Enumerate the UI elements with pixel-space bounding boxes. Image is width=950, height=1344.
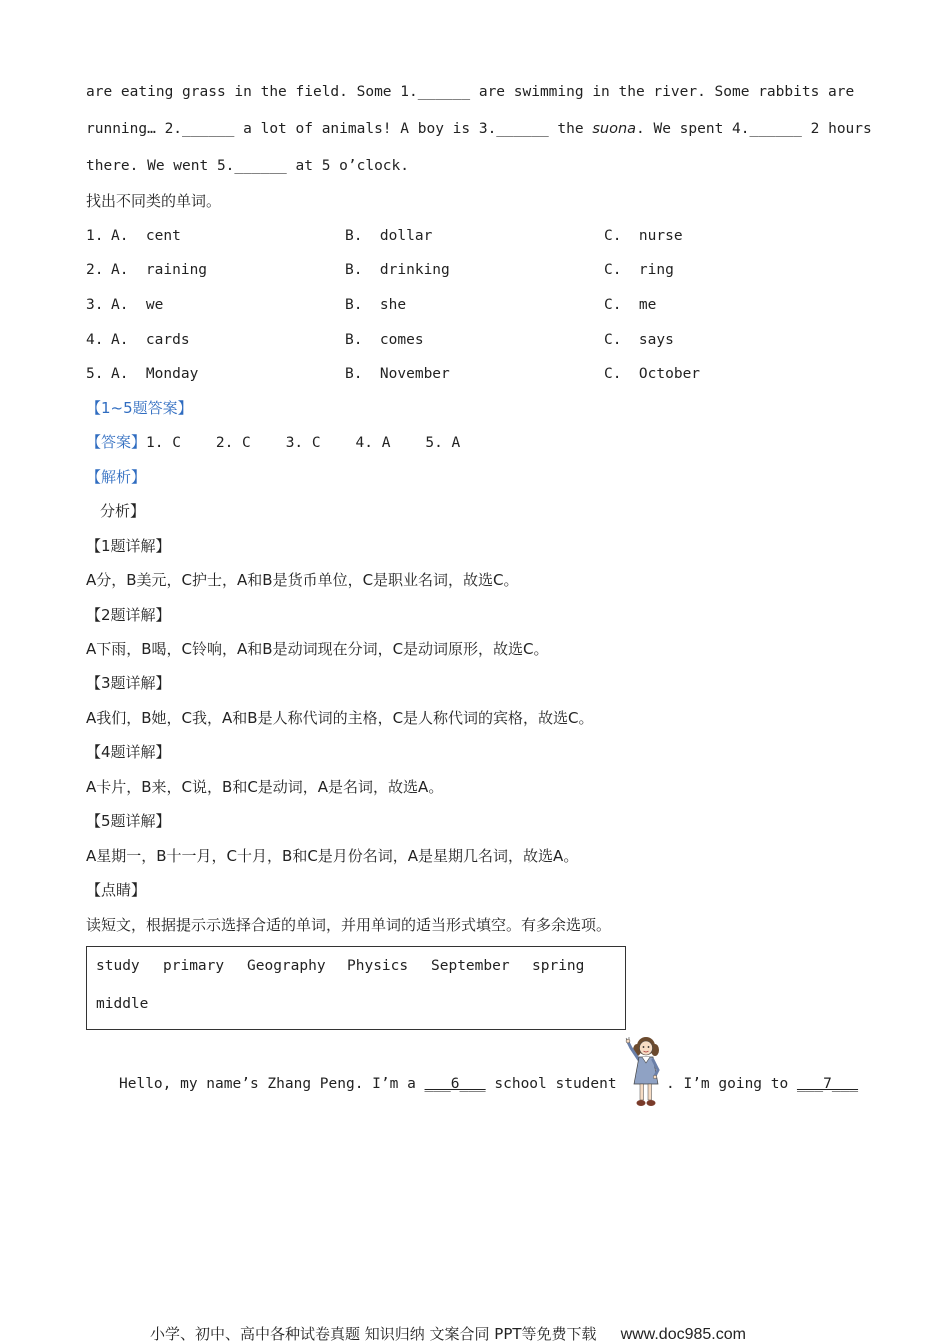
word-option: September: [431, 958, 510, 974]
blank-7: ___7___: [796, 1076, 859, 1092]
answer-values: 1. C 2. C 3. C 4. A 5. A: [146, 435, 461, 451]
answer-line: [86, 432, 460, 453]
detail-1-text: A分，B美元，C护士，A和B是货币单位，C是职业名词，故选C。: [86, 571, 519, 589]
option-c: C. ring: [604, 262, 674, 278]
girl-figure-icon: [622, 1034, 666, 1110]
passage-line-2: [86, 119, 872, 139]
section-2-instruction: 读短文，根据提示示选择合适的单词，并用单词的适当形式填空。有多余选项。: [86, 916, 612, 934]
detail-5-title: 【5题详解】: [86, 812, 171, 830]
story-part-3: . I’m going to: [666, 1076, 797, 1092]
story-line: [119, 1074, 625, 1094]
passage-line-1: are eating grass in the field. Some 1.______ are swimming in the river. Some rabbits are: [86, 84, 855, 100]
footer-text: 小学、初中、高中各种试卷真题 知识归纳 文案合同 PPT等免费下载: [150, 1325, 597, 1343]
detail-2-title: 【2题详解】: [86, 606, 171, 624]
option-b: B. drinking: [345, 262, 450, 278]
option-c: C. October: [604, 366, 701, 382]
question-number: 1.: [86, 228, 104, 244]
option-a: A. Monday: [111, 366, 199, 382]
analysis-sub: 分析】: [100, 502, 146, 520]
blank-6: ___6___: [424, 1076, 486, 1092]
detail-3-title: 【3题详解】: [86, 674, 171, 692]
detail-5-text: A星期一，B十一月，C十月，B和C是月份名词，A是星期几名词，故选A。: [86, 847, 579, 865]
option-c: C. says: [604, 332, 674, 348]
word-option: study: [96, 958, 140, 974]
passage-suona: suona: [592, 121, 637, 137]
word-option: Geography: [247, 958, 326, 974]
footer: [150, 1323, 746, 1344]
option-b: B. November: [345, 366, 450, 382]
option-c: C. nurse: [604, 228, 683, 244]
story-line-continued: [666, 1074, 858, 1094]
option-a: A. cent: [111, 228, 181, 244]
footer-site-link[interactable]: www.doc985.com: [620, 1326, 746, 1343]
detail-4-title: 【4题详解】: [86, 743, 171, 761]
question-number: 3.: [86, 297, 104, 313]
word-option: spring: [532, 958, 585, 974]
question-number: 4.: [86, 332, 104, 348]
option-a: A. we: [111, 297, 164, 313]
question-number: 5.: [86, 366, 104, 382]
story-part-2: school student: [485, 1076, 626, 1092]
answer-header: 【1~5题答案】: [86, 399, 193, 417]
passage-line-3: there. We went 5.______ at 5 o’clock.: [86, 158, 410, 174]
word-box: [86, 946, 626, 1030]
option-b: B. comes: [345, 332, 424, 348]
option-b: B. dollar: [345, 228, 433, 244]
word-option: Physics: [347, 958, 409, 974]
question-number: 2.: [86, 262, 104, 278]
detail-2-text: A下雨，B喝，C铃响，A和B是动词现在分词，C是动词原形，故选C。: [86, 640, 549, 658]
detail-4-text: A卡片，B来，C说，B和C是动词，A是名词，故选A。: [86, 778, 444, 796]
option-a: A. raining: [111, 262, 208, 278]
option-b: B. she: [345, 297, 407, 313]
comment-header: 【点睛】: [86, 881, 147, 899]
story-part-1: Hello, my name’s Zhang Peng. I’m a: [119, 1076, 425, 1092]
word-option: primary: [163, 958, 225, 974]
detail-1-title: 【1题详解】: [86, 537, 171, 555]
passage-line-2-b: . We spent 4.______ 2 hours: [636, 121, 872, 137]
word-option: middle: [96, 996, 149, 1012]
analysis-header: 【解析】: [86, 468, 147, 486]
passage-line-2-a: running… 2.______ a lot of animals! A boy is 3.______ the: [86, 121, 593, 137]
option-c: C. me: [604, 297, 657, 313]
section-1-instruction: 找出不同类的单词。: [86, 192, 222, 210]
option-a: A. cards: [111, 332, 190, 348]
detail-3-text: A我们，B她，C我，A和B是人称代词的主格，C是人称代词的宾格，故选C。: [86, 709, 594, 727]
answer-label: 【答案】: [86, 433, 147, 451]
